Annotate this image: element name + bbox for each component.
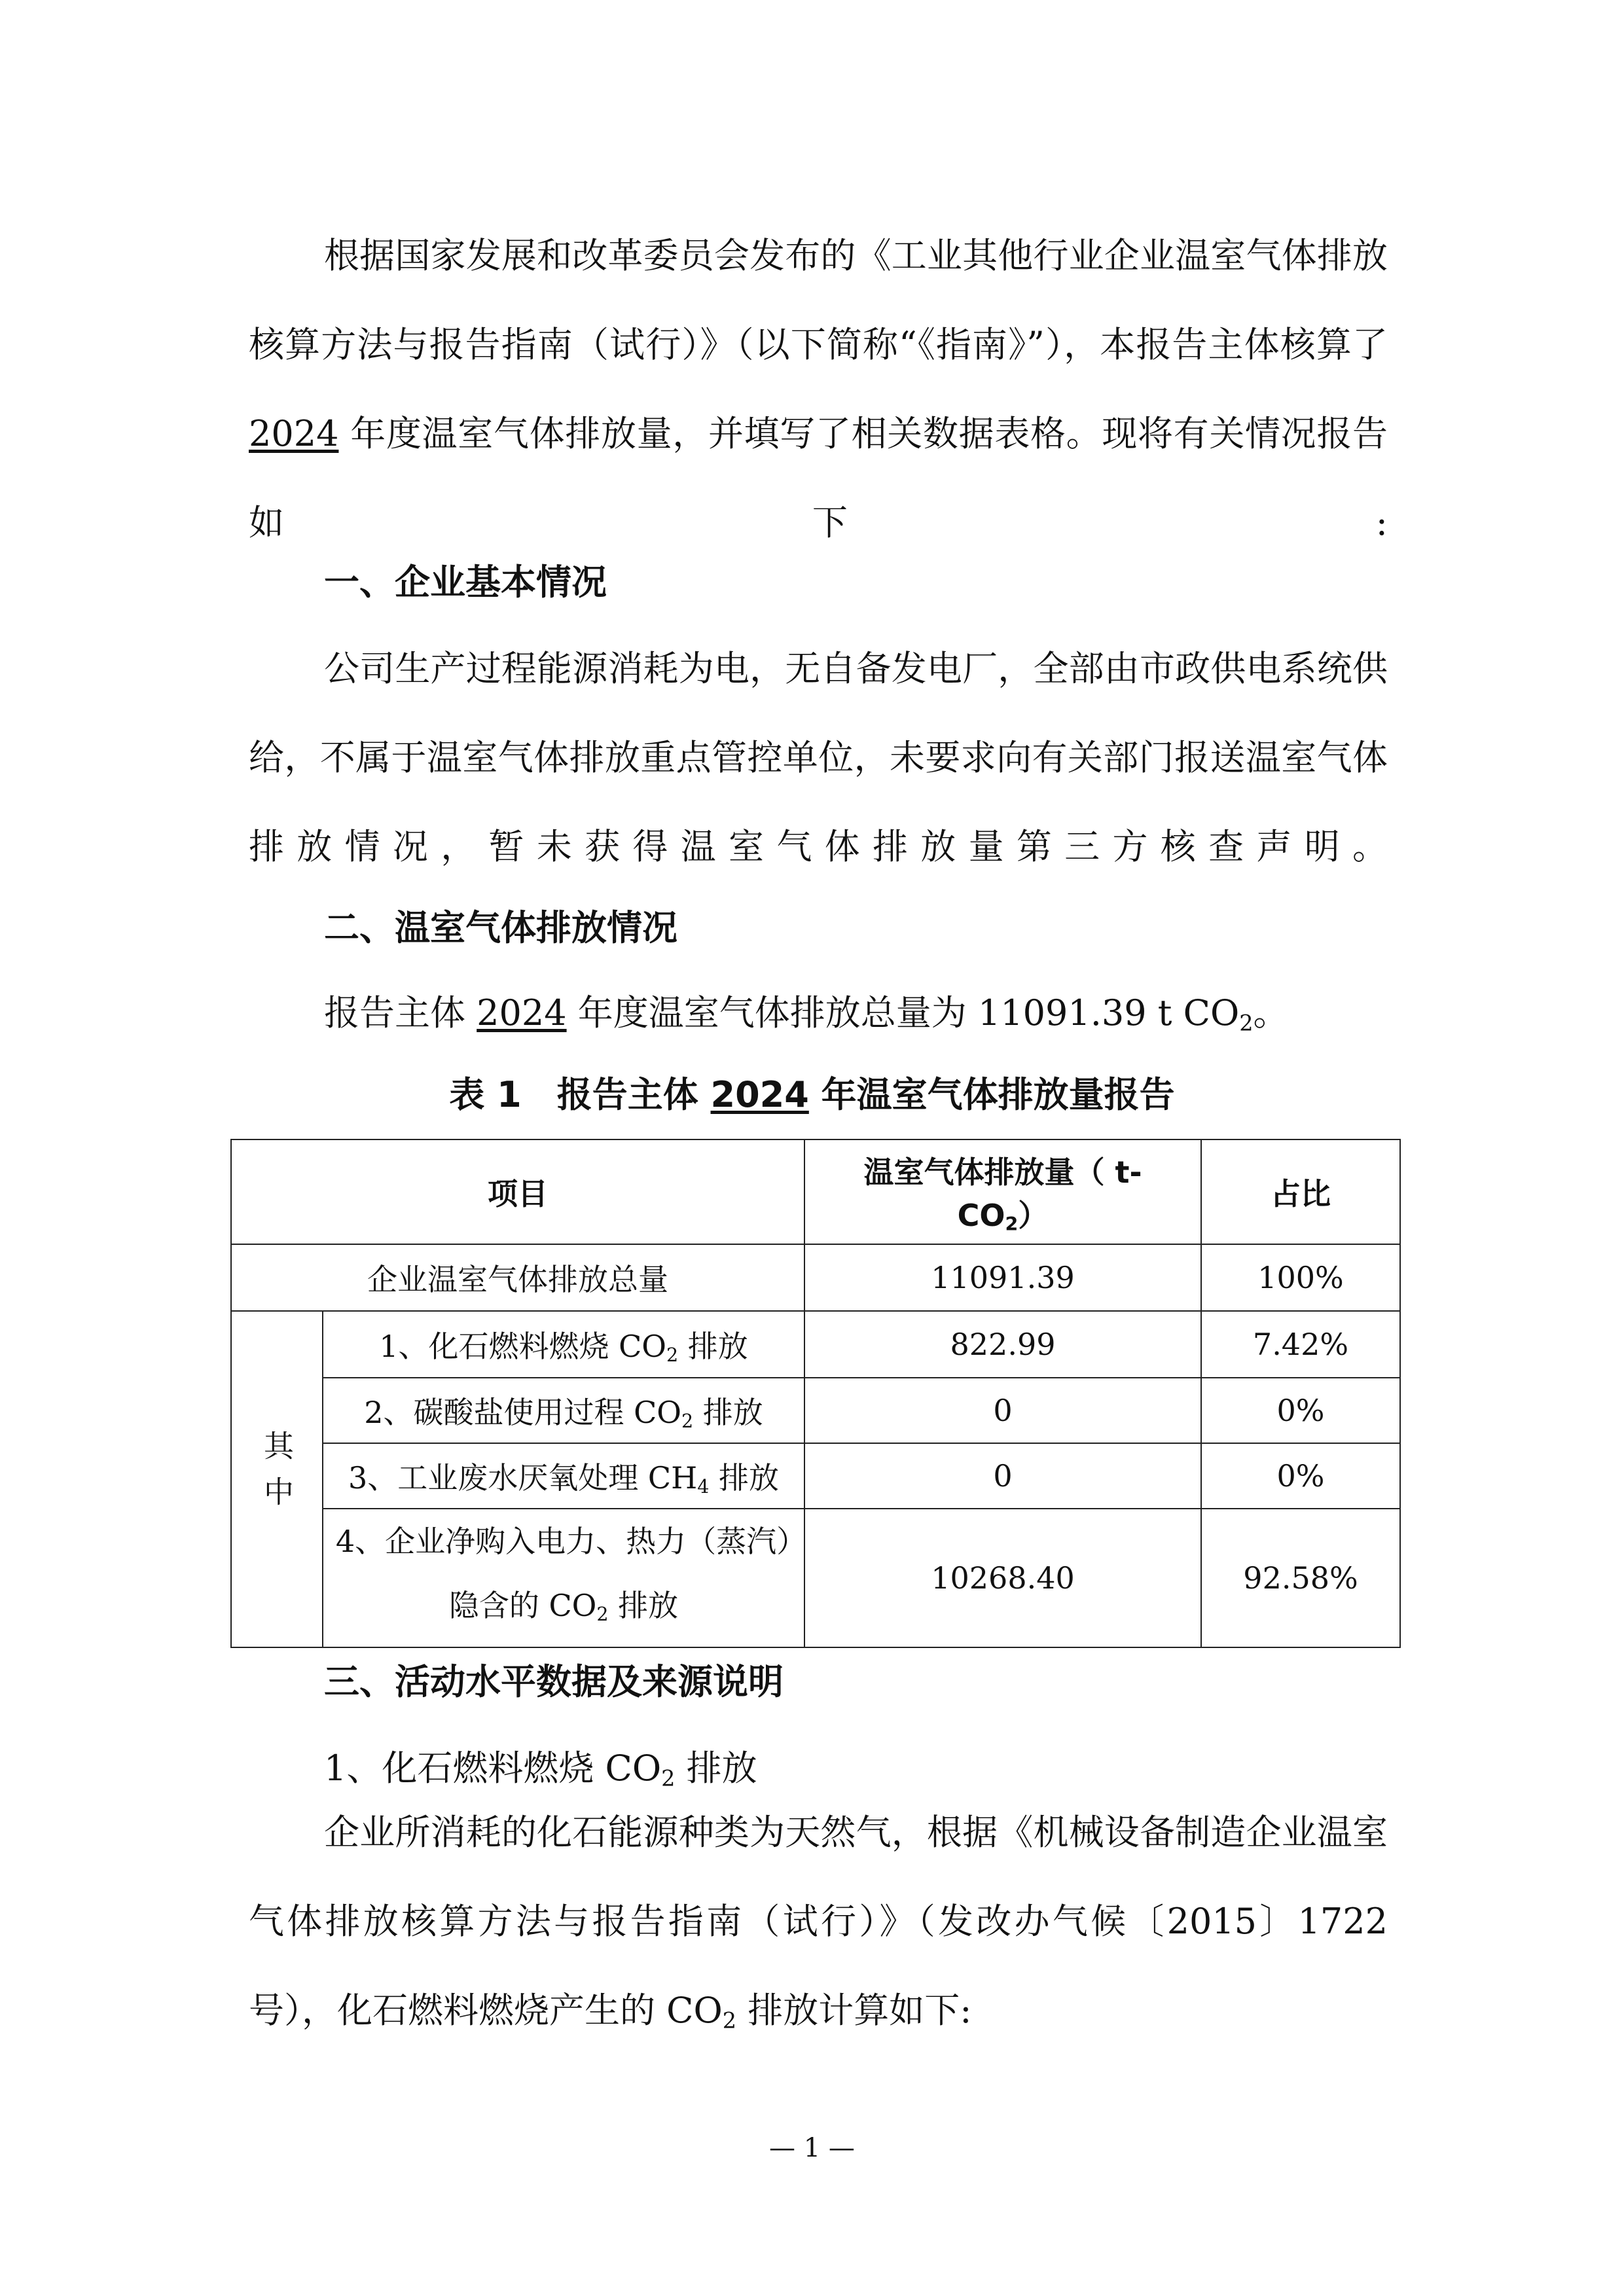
row-label-b: 排放	[709, 1460, 779, 1496]
row-label-a: 3、工业废水厌氧处理 CH	[348, 1460, 698, 1496]
caption-prefix: 表 1 报告主体	[449, 1074, 698, 1115]
row-label-a: 4、企业净购入电力、热力（蒸汽）隐含的 CO	[335, 1524, 792, 1623]
sub1-a: 1、化石燃料燃烧 CO	[324, 1748, 662, 1789]
header-emission	[804, 1139, 1201, 1244]
table-row	[231, 1509, 1400, 1647]
row-label	[323, 1378, 804, 1443]
row-label-b: 排放	[678, 1328, 748, 1364]
total-year: 2024	[477, 992, 567, 1033]
section2-title: 二、温室气体排放情况	[324, 907, 677, 948]
section3-title: 三、活动水平数据及来源说明	[324, 1661, 784, 1702]
row-label-sub: 4	[697, 1476, 710, 1498]
row-ratio: 0%	[1201, 1443, 1400, 1509]
intro-text-2: 年度温室气体排放量，并填写了相关数据表格。现将有关情况报告如下:	[249, 413, 1388, 543]
row-label-a: 2、碳酸盐使用过程 CO	[364, 1394, 681, 1430]
total-ratio: 100%	[1201, 1244, 1400, 1311]
caption-year: 2024	[710, 1074, 809, 1115]
total-prefix: 报告主体	[324, 992, 465, 1033]
table-header-row	[231, 1139, 1400, 1244]
total-sub: 2	[1239, 1010, 1254, 1036]
header-emission-b: CO	[957, 1197, 1005, 1233]
row-value: 822.99	[804, 1311, 1201, 1378]
page-number: — 1 —	[769, 2133, 855, 2163]
row-ratio: 7.42%	[1201, 1311, 1400, 1378]
table-row	[231, 1378, 1400, 1443]
row-value: 10268.40	[804, 1509, 1201, 1647]
row-value: 0	[804, 1443, 1201, 1509]
header-item: 项目	[231, 1139, 804, 1244]
section1-body: 公司生产过程能源消耗为电，无自备发电厂，全部由市政供电系统供给，不属于温室气体排放重点管控单位，未要求向有关部门报送温室气体排放情况，暂未获得温室气体排放量第三方核查声明。	[249, 648, 1388, 867]
header-emission-a: 温室气体排放量（ t-	[863, 1154, 1142, 1190]
row-label-a: 1、化石燃料燃烧 CO	[379, 1328, 666, 1364]
intro-year: 2024	[249, 413, 339, 454]
row-ratio: 0%	[1201, 1378, 1400, 1443]
row-label-b: 排放	[608, 1588, 679, 1623]
table-row	[231, 1244, 1400, 1311]
section3-body-a: 企业所消耗的化石能源种类为天然气，根据《机械设备制造企业温室气体排放核算方法与报告指南（试行）》（发改办气候〔2015〕1722 号），化石燃料燃烧产生的 CO	[249, 1812, 1388, 2031]
header-emission-c: ）	[1018, 1197, 1049, 1233]
sub1-sub: 2	[661, 1765, 676, 1791]
row-label	[323, 1311, 804, 1378]
total-middle: 年度温室气体排放总量为 11091.39 t CO	[577, 992, 1240, 1033]
section3-body-b: 排放计算如下:	[736, 1990, 972, 2031]
total-value: 11091.39	[804, 1244, 1201, 1311]
row-label-b: 排放	[693, 1394, 763, 1430]
row-label-sub: 2	[666, 1344, 679, 1367]
group-label	[231, 1311, 323, 1647]
row-label-sub: 2	[681, 1410, 694, 1433]
header-ratio: 占比	[1201, 1139, 1400, 1244]
sub1-b: 排放	[675, 1748, 757, 1789]
total-emission-line	[324, 992, 1289, 1044]
row-label	[323, 1443, 804, 1509]
table-caption	[0, 1074, 1624, 1116]
header-emission-sub: 2	[1005, 1213, 1019, 1236]
section3-body-sub: 2	[722, 2007, 737, 2034]
section1-title: 一、企业基本情况	[324, 562, 607, 603]
emission-table	[230, 1139, 1401, 1648]
total-suffix: 。	[1253, 992, 1289, 1033]
row-label	[323, 1509, 804, 1647]
intro-paragraph	[249, 211, 1388, 567]
caption-suffix: 年温室气体排放量报告	[821, 1074, 1175, 1115]
intro-text-1: 根据国家发展和改革委员会发布的《工业其他行业企业温室气体排放核算方法与报告指南（试行）》（以下简称“《指南》”），本报告主体核算了	[249, 235, 1388, 365]
row-value: 0	[804, 1378, 1201, 1443]
row-label-sub: 2	[596, 1604, 609, 1626]
section3-body	[249, 1788, 1388, 2065]
table-row	[231, 1443, 1400, 1509]
group-label-text: 其中	[259, 1429, 295, 1522]
row-ratio: 92.58%	[1201, 1509, 1400, 1647]
table-row	[231, 1311, 1400, 1378]
total-label: 企业温室气体排放总量	[231, 1244, 804, 1311]
